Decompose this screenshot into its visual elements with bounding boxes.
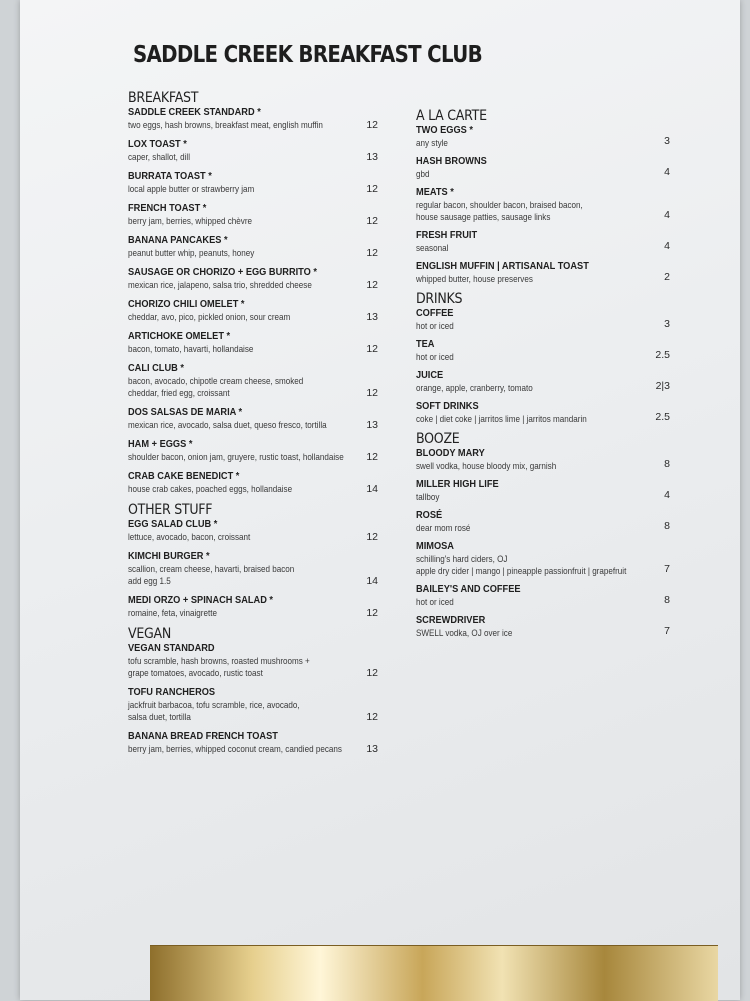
menu-item-name: ENGLISH MUFFIN | ARTISANAL TOAST [416, 260, 589, 272]
menu-item-price: 7 [664, 625, 670, 637]
menu-item-name: ARTICHOKE OMELET * [128, 330, 231, 342]
menu-item-name: SOFT DRINKS [416, 400, 479, 412]
menu-item [416, 369, 670, 394]
menu-item-description: romaine, feta, vinaigrette [128, 608, 217, 618]
menu-item-name: COFFEE [416, 307, 454, 319]
menu-item-price: 12 [366, 183, 378, 195]
menu-item [128, 438, 378, 463]
menu-item-price: 13 [366, 743, 378, 755]
menu-item-price: 2 [664, 271, 670, 283]
menu-item-price: 2|3 [655, 380, 670, 392]
menu-item-price: 8 [664, 520, 670, 532]
menu-item-name: FRESH FRUIT [416, 229, 478, 241]
menu-item-price: 4 [664, 240, 670, 252]
section-heading: BREAKFAST [128, 90, 199, 106]
menu-item [416, 307, 670, 332]
menu-item [416, 583, 670, 608]
menu-item [416, 155, 670, 180]
menu-item-name: LOX TOAST * [128, 138, 187, 150]
menu-item-description: house crab cakes, poached eggs, hollandaise [128, 484, 293, 494]
menu-item-description: swell vodka, house bloody mix, garnish [416, 461, 557, 471]
menu-item-price: 12 [366, 711, 378, 723]
menu-item-name: HASH BROWNS [416, 155, 487, 167]
menu-item-name: SCREWDRIVER [416, 614, 486, 626]
menu-item-description: any style [416, 138, 448, 148]
menu-item-name: TWO EGGS * [416, 124, 473, 136]
menu-item-description: seasonal [416, 243, 449, 253]
menu-item-name: MEDI ORZO + SPINACH SALAD * [128, 594, 274, 606]
menu-item-description: caper, shallot, dill [128, 152, 191, 162]
menu-item-price: 14 [366, 483, 378, 495]
menu-item-name: BANANA PANCAKES * [128, 234, 228, 246]
menu-item-name: MILLER HIGH LIFE [416, 478, 499, 490]
menu-item-description: bacon, avocado, chipotle cream cheese, smoked cheddar, fried egg, croissant [128, 376, 304, 398]
menu-item-name: SAUSAGE OR CHORIZO + EGG BURRITO * [128, 266, 318, 278]
menu-item-price: 13 [366, 151, 378, 163]
menu-item-name: CRAB CAKE BENEDICT * [128, 470, 240, 482]
menu-item-description: two eggs, hash browns, breakfast meat, english muffin [128, 120, 323, 130]
menu-item [128, 730, 378, 755]
menu-item-name: TEA [416, 338, 435, 350]
menu-item-description: gbd [416, 169, 430, 179]
menu-item [416, 447, 670, 472]
menu-item [128, 330, 378, 355]
menu-item-price: 12 [366, 531, 378, 543]
menu-item-description: jackfruit barbacoa, tofu scramble, rice, avocado, salsa duet, tortilla [128, 700, 300, 722]
menu-item-price: 12 [366, 247, 378, 259]
menu-item-name: DOS SALSAS DE MARIA * [128, 406, 243, 418]
menu-item [416, 540, 670, 577]
menu-item [416, 186, 670, 223]
menu-item-description: hot or iced [416, 321, 454, 331]
menu-item-description: peanut butter whip, peanuts, honey [128, 248, 255, 258]
menu-item [416, 260, 670, 285]
section-heading: VEGAN [128, 626, 172, 642]
menu-item-description: hot or iced [416, 352, 454, 362]
right-column [416, 102, 670, 645]
menu-item [128, 406, 378, 431]
menu-item [128, 266, 378, 291]
menu-item [128, 298, 378, 323]
menu-item [128, 106, 378, 131]
menu-item-name: BAILEY'S AND COFFEE [416, 583, 521, 595]
menu-item [416, 229, 670, 254]
menu-item [128, 642, 378, 679]
menu-item-description: scallion, cream cheese, havarti, braised bacon add egg 1.5 [128, 564, 295, 586]
menu-item-price: 3 [664, 318, 670, 330]
menu-item-name: ROSÉ [416, 509, 443, 521]
menu-item-price: 8 [664, 458, 670, 470]
menu-item-price: 12 [366, 387, 378, 399]
menu-item-price: 12 [366, 119, 378, 131]
menu-item-name: CALI CLUB * [128, 362, 184, 374]
menu-item-price: 3 [664, 135, 670, 147]
menu-item-name: CHORIZO CHILI OMELET * [128, 298, 245, 310]
menu-item-name: FRENCH TOAST * [128, 202, 207, 214]
menu-item [416, 400, 670, 425]
menu-item-description: tallboy [416, 492, 440, 502]
menu-item [128, 234, 378, 259]
menu-item-price: 2.5 [655, 349, 670, 361]
menu-item-price: 12 [366, 215, 378, 227]
menu-item [416, 509, 670, 534]
menu-item-description: regular bacon, shoulder bacon, braised bacon, house sausage patties, sausage links [416, 200, 583, 222]
menu-item-description: mexican rice, jalapeno, salsa trio, shredded cheese [128, 280, 312, 290]
menu-item-price: 7 [664, 563, 670, 575]
menu-item [128, 686, 378, 723]
menu-item-description: coke | diet coke | jarritos lime | jarritos mandarin [416, 414, 587, 424]
menu-item-price: 12 [366, 667, 378, 679]
menu-item-name: SADDLE CREEK STANDARD * [128, 106, 261, 118]
menu-item-price: 8 [664, 594, 670, 606]
menu-item-description: cheddar, avo, pico, pickled onion, sour cream [128, 312, 291, 322]
menu-item-name: JUICE [416, 369, 444, 381]
menu-item-name: MEATS * [416, 186, 454, 198]
menu-item-description: hot or iced [416, 597, 454, 607]
menu-item-price: 4 [664, 209, 670, 221]
menu-item [128, 170, 378, 195]
menu-item-name: TOFU RANCHEROS [128, 686, 216, 698]
menu-item [416, 124, 670, 149]
gold-menu-holder-edge [150, 945, 718, 1001]
menu-item [128, 518, 378, 543]
section-heading: BOOZE [416, 431, 460, 447]
menu-item-description: local apple butter or strawberry jam [128, 184, 255, 194]
menu-item [128, 202, 378, 227]
menu-item [128, 362, 378, 399]
menu-item-description: berry jam, berries, whipped chèvre [128, 216, 253, 226]
menu-item [128, 594, 378, 619]
menu-item-price: 12 [366, 607, 378, 619]
menu-page [20, 0, 740, 1000]
menu-item-description: dear mom rosé [416, 523, 471, 533]
menu-item-price: 4 [664, 166, 670, 178]
menu-item-description: berry jam, berries, whipped coconut cream, candied pecans [128, 744, 342, 754]
section-heading: DRINKS [416, 291, 463, 307]
menu-title: SADDLE CREEK BREAKFAST CLUB [133, 42, 482, 68]
menu-item-price: 13 [366, 419, 378, 431]
menu-item-price: 12 [366, 279, 378, 291]
menu-item-description: tofu scramble, hash browns, roasted mushrooms + grape tomatoes, avocado, rustic toast [128, 656, 310, 678]
menu-item-description: shoulder bacon, onion jam, gruyere, rustic toast, hollandaise [128, 452, 344, 462]
menu-item-price: 13 [366, 311, 378, 323]
menu-item-description: SWELL vodka, OJ over ice [416, 628, 513, 638]
menu-item [416, 614, 670, 639]
menu-item-name: HAM + EGGS * [128, 438, 193, 450]
section-heading: A LA CARTE [416, 108, 487, 124]
menu-item-description: lettuce, avocado, bacon, croissant [128, 532, 251, 542]
section-heading: OTHER STUFF [128, 502, 213, 518]
menu-item [128, 470, 378, 495]
menu-item-price: 12 [366, 343, 378, 355]
menu-item-price: 4 [664, 489, 670, 501]
left-column [128, 84, 378, 762]
menu-item-name: EGG SALAD CLUB * [128, 518, 218, 530]
menu-item [416, 478, 670, 503]
menu-item [128, 138, 378, 163]
menu-item-name: BLOODY MARY [416, 447, 485, 459]
menu-item-description: whipped butter, house preserves [416, 274, 533, 284]
menu-item-description: bacon, tomato, havarti, hollandaise [128, 344, 254, 354]
menu-item-description: mexican rice, avocado, salsa duet, queso fresco, tortilla [128, 420, 327, 430]
menu-item-price: 14 [366, 575, 378, 587]
menu-item-price: 12 [366, 451, 378, 463]
menu-item-name: VEGAN STANDARD [128, 642, 215, 654]
menu-item-description: schilling's hard ciders, OJ apple dry cider | mango | pineapple passionfruit | grapefruit [416, 554, 627, 576]
menu-item [416, 338, 670, 363]
menu-item-description: orange, apple, cranberry, tomato [416, 383, 533, 393]
menu-item-name: KIMCHI BURGER * [128, 550, 210, 562]
menu-item-name: BANANA BREAD FRENCH TOAST [128, 730, 278, 742]
menu-item-price: 2.5 [655, 411, 670, 423]
menu-item-name: MIMOSA [416, 540, 454, 552]
menu-item [128, 550, 378, 587]
menu-item-name: BURRATA TOAST * [128, 170, 212, 182]
